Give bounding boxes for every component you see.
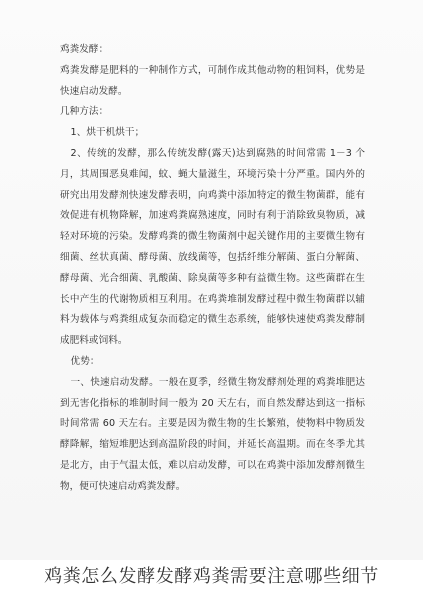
method-1-paragraph: 1、烘干机烘干； (70, 127, 145, 139)
methods-heading: 几种方法： (60, 106, 109, 118)
method-2-paragraph: 2、传统的发酵，那么传统发酵(露天)达到腐熟的时间常需 1－3 个月，其周围恶臭难闻，蚊、蝇大量滋生，环境污染十分严重。国内外的研究出用发酵剂快速发酵表明，向鸡粪中添加特定的微生物菌群，能有效促进有机物降解，加速鸡粪腐熟速度，同时有利于消除致臭物质，减轻对环境的污染。发酵鸡粪的微生物菌剂中起关键作用的主要微生物有细菌、丝状真菌、酵母菌、放线菌等，包括纤维分解菌、蛋白分解菌、酵母菌、光合细菌、乳酸菌、除臭菌等多种有益微生物。这些菌群在生长中产生的代谢物质相互利用。在鸡粪堆制发酵过程中微生物菌群以辅料为载体与鸡粪组成复杂而稳定的微生态系统，能够快速使鸡粪发酵制成肥料或饲料。 (60, 147, 365, 347)
advantages-heading: 优势： (70, 355, 100, 367)
intro-paragraph: 鸡粪发酵是肥料的一种制作方式，可制作成其他动物的粗饲料，优势是快速启动发酵。 (60, 64, 365, 97)
document-text (60, 40, 365, 498)
document-title: 鸡粪发酵： (60, 44, 109, 55)
advantage-1-paragraph: 一、快速启动发酵。一般在夏季，经微生物发酵剂处理的鸡粪堆肥达到无害化指标的堆制时间一般为 20 天左右，而自然发酵达到这一指标时间常需 60 天左右。主要是因为微生物的生长繁殖，使物料中物质发酵降解，缩短堆肥达到高温阶段的时间，并延长高温期。而在冬季尤其是北方，由于气温太低，难以启动发酵，可以在鸡粪中添加发酵剂微生物，便可快速启动鸡粪发酵。 (60, 376, 365, 492)
caption-title: 鸡粪怎么发酵发酵鸡粪需要注意哪些细节 (44, 566, 379, 587)
